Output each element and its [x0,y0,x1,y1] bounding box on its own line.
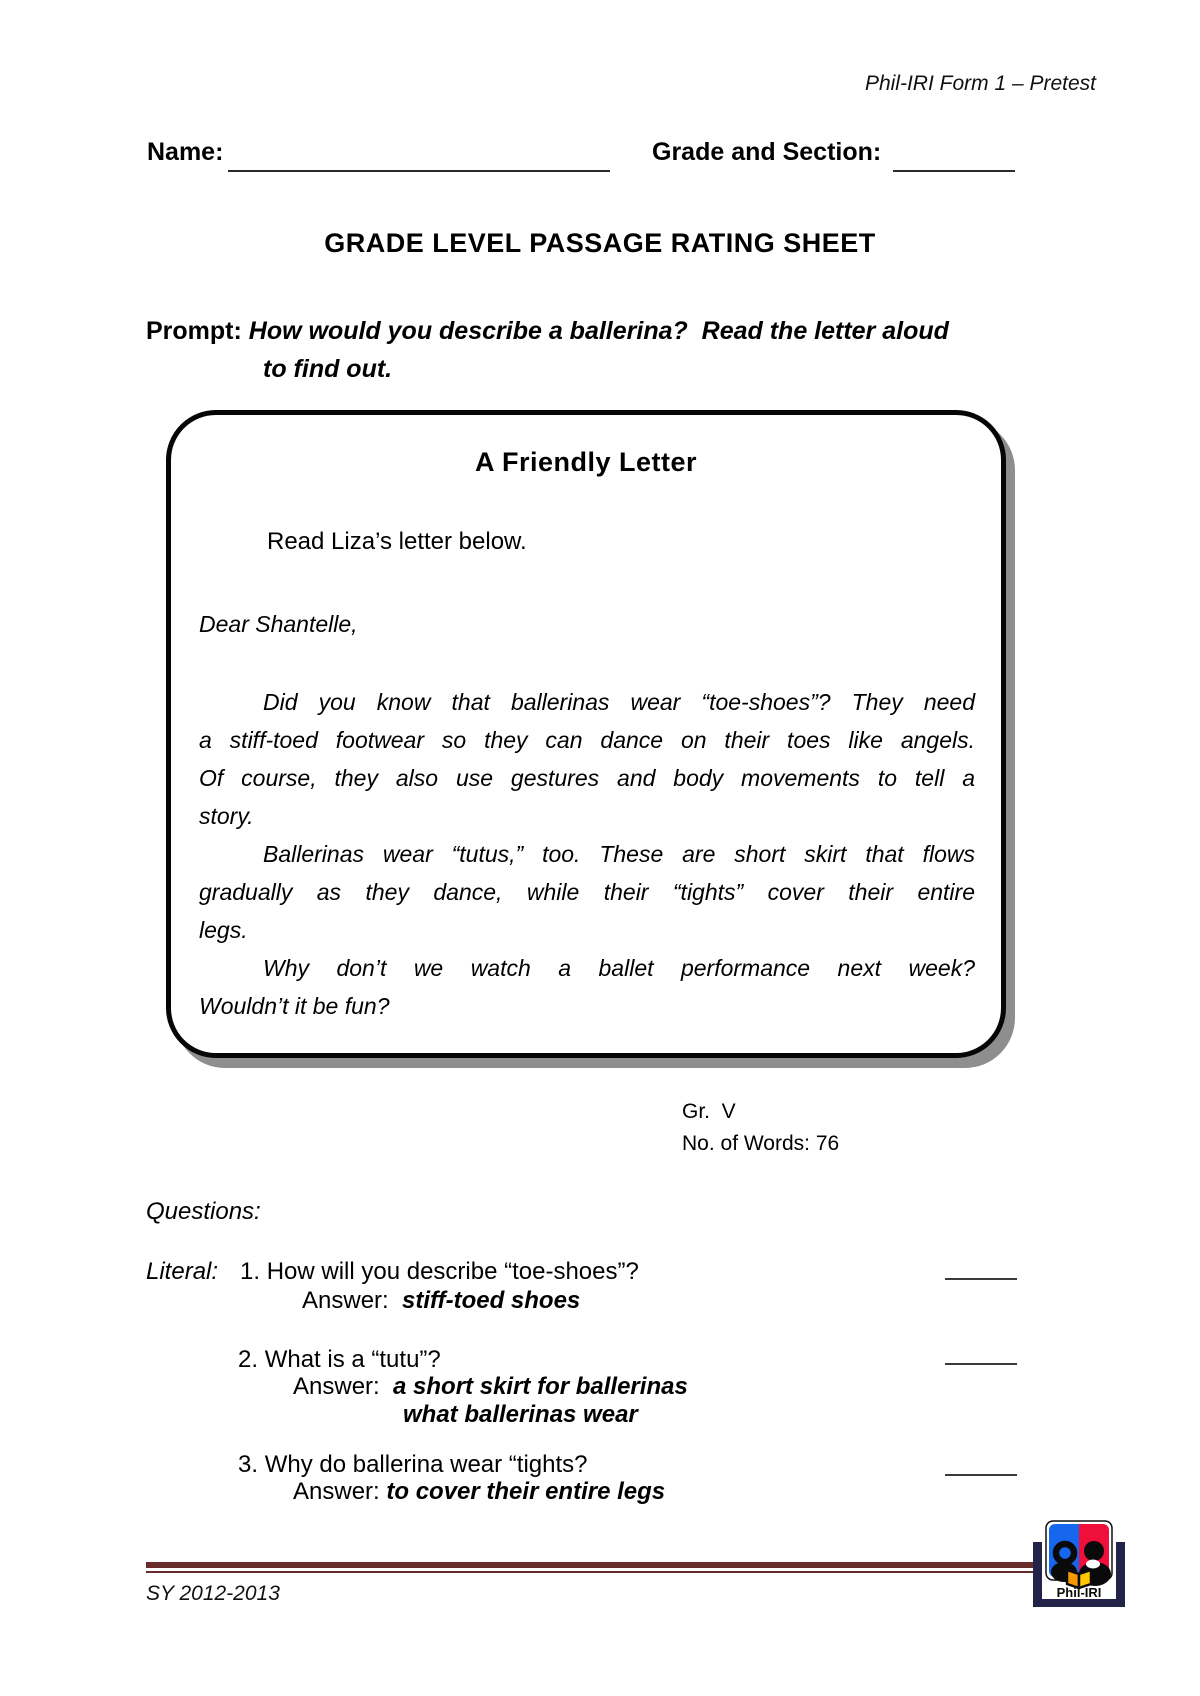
letter-line: Ballerinas wear “tutus,” too. These are short skirt that flows [263,841,975,867]
letter-line: gradually as they dance, while their “tights” cover their entire [199,879,975,905]
score-blank-2 [945,1363,1017,1365]
question-2-number: 2. [238,1346,265,1373]
question-type-label: Literal: [146,1258,219,1285]
letter-line: Why don’t we watch a ballet performance next week? [263,955,975,981]
phil-iri-logo [1033,1520,1125,1608]
questions-heading: Questions: [146,1198,261,1225]
answer-2-value-1: a short skirt for ballerinas [393,1373,688,1400]
prompt-row [146,317,949,346]
answer-1-row [302,1287,580,1315]
letter-line: Of course, they also use gestures and body movements to tell a [199,765,975,791]
question-2-text: What is a “tutu”? [264,1346,441,1373]
question-1-text: How will you describe “toe-shoes”? [266,1258,639,1285]
footer-rule [146,1562,1039,1573]
letter-line: Did you know that ballerinas wear “toe-shoes”? They need [263,689,975,715]
passage-title: A Friendly Letter [474,447,698,477]
score-blank-3 [945,1474,1017,1476]
footer-school-year: SY 2012-2013 [146,1582,280,1605]
logo-collar [1086,1560,1100,1569]
answer-2-row [293,1373,688,1401]
question-2 [238,1346,441,1374]
prompt-text-line1: How would you describe a ballerina? Read the letter aloud [248,317,949,345]
page-header: Phil-IRI Form 1 – Pretest [864,72,1096,95]
letter-line: story. [199,803,254,829]
answer-2-value-2: what ballerinas wear [403,1401,638,1428]
letter-line: a stiff-toed footwear so they can dance on their toes like angels. [199,727,975,753]
answer-1-label: Answer: [302,1287,403,1314]
question-3-text: Why do ballerina wear “tights? [264,1451,588,1478]
question-1 [240,1258,639,1286]
page-title: GRADE LEVEL PASSAGE RATING SHEET [324,228,876,258]
answer-1-value: stiff-toed shoes [402,1287,581,1314]
phil-iri-logo-svg [1033,1520,1125,1608]
answer-3-value: to cover their entire legs [386,1478,666,1505]
answer-3-row [293,1478,665,1506]
letter-salutation: Dear Shantelle, [199,611,358,637]
name-label: Name: [147,138,224,166]
question-1-number: 1. [240,1258,267,1285]
grade-section-blank-line [893,170,1015,172]
answer-2-label: Answer: [293,1373,394,1400]
letter-body [199,683,975,1025]
grade-level-value: Gr. V [682,1100,736,1123]
question-3 [238,1451,588,1479]
score-blank-1 [945,1278,1017,1280]
prompt-text-line2: to find out. [263,355,393,383]
letter-line: Wouldn’t it be fun? [199,993,390,1019]
grade-section-label: Grade and Section: [652,138,882,166]
question-3-number: 3. [238,1451,265,1478]
prompt-label: Prompt: [146,317,249,345]
word-count: No. of Words: 76 [682,1132,840,1155]
logo-right-head [1084,1541,1104,1561]
letter-line: legs. [199,917,248,943]
passage-box [166,410,1006,1058]
logo-text: Phil-IRI [1056,1585,1102,1600]
name-blank-line [228,170,610,172]
answer-3-label: Answer: [293,1478,387,1505]
passage-instruction: Read Liza’s letter below. [267,528,527,555]
